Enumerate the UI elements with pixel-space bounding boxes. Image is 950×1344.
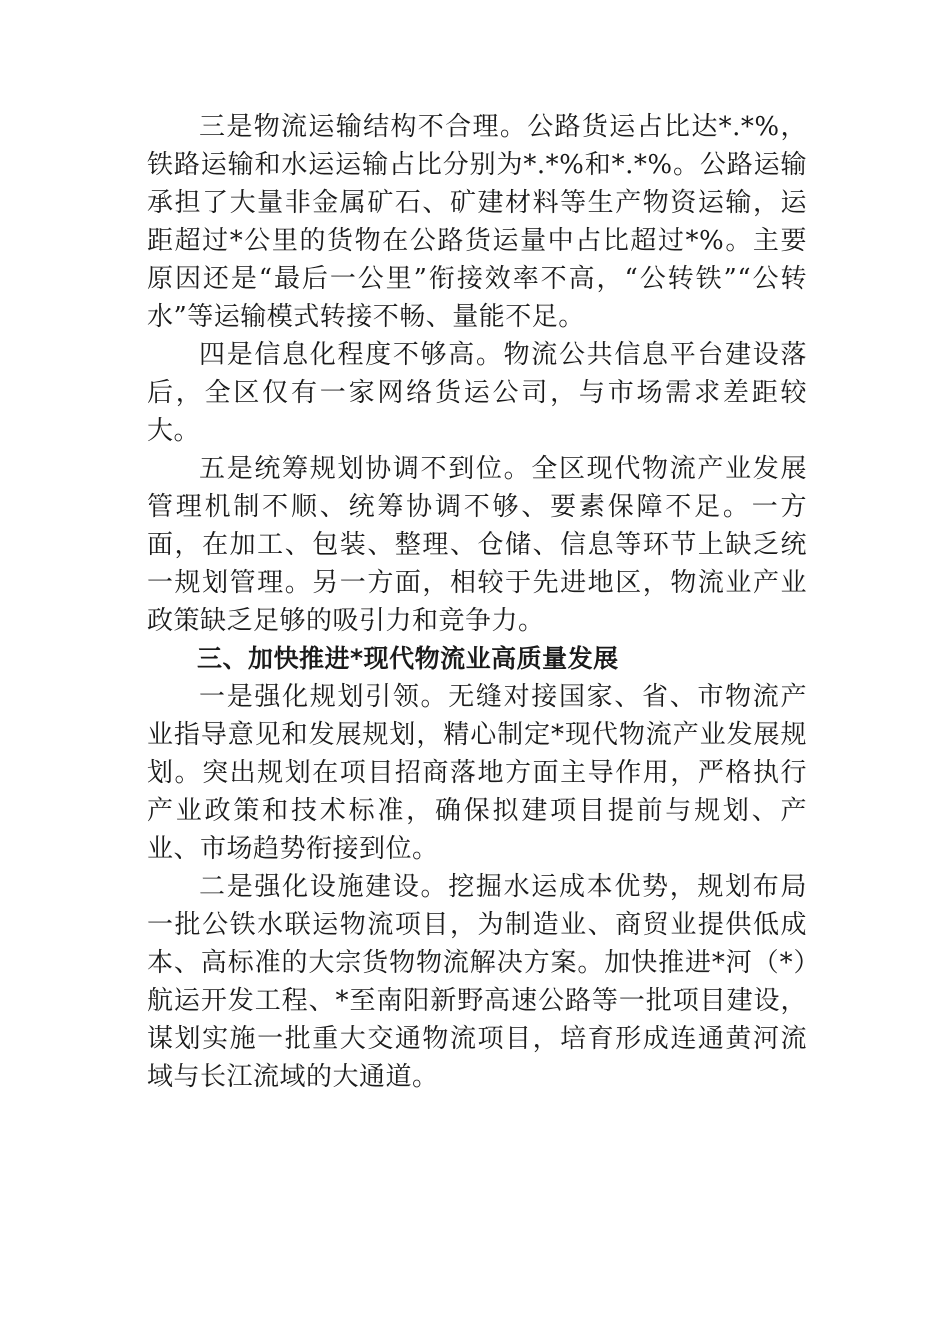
paragraph-planning-coordination: 五是统筹规划协调不到位。全区现代物流产业发展管理机制不顺、统筹协调不够、要素保障不足。一方面，在加工、包装、整理、仓储、信息等环节上缺乏统一规划管理。另一方面，相较于先进地区，物流业产业政策缺乏足够的吸引力和竞争力。 [147,454,807,636]
document-body [147,108,807,1096]
section-heading: 三、加快推进*现代物流业高质量发展 [197,644,619,673]
paragraph-logistics-structure: 三是物流运输结构不合理。公路货运占比达*.*%，铁路运输和水运运输占比分别为*.*%和*.*%。公路运输承担了大量非金属矿石、矿建材料等生产物资运输，运距超过*公里的货物在公路货运量中占比超过*%。主要原因还是“最后一公里”衔接效率不高，“公转铁”“公转水”等运输模式转接不畅、量能不足。 [147,112,807,332]
paragraph-infrastructure: 二是强化设施建设。挖掘水运成本优势，规划布局一批公铁水联运物流项目，为制造业、商贸业提供低成本、高标准的大宗货物物流解决方案。加快推进*河（*）航运开发工程、*至南阳新野高速公路等一批项目建设，谋划实施一批重大交通物流项目，培育形成连通黄河流域与长江流域的大通道。 [147,872,807,1092]
paragraph-planning-guidance: 一是强化规划引领。无缝对接国家、省、市物流产业指导意见和发展规划，精心制定*现代物流产业发展规划。突出规划在项目招商落地方面主导作用，严格执行产业政策和技术标准，确保拟建项目提前与规划、产业、市场趋势衔接到位。 [147,682,807,864]
paragraph-informatization: 四是信息化程度不够高。物流公共信息平台建设落后，全区仅有一家网络货运公司，与市场需求差距较大。 [147,340,807,446]
